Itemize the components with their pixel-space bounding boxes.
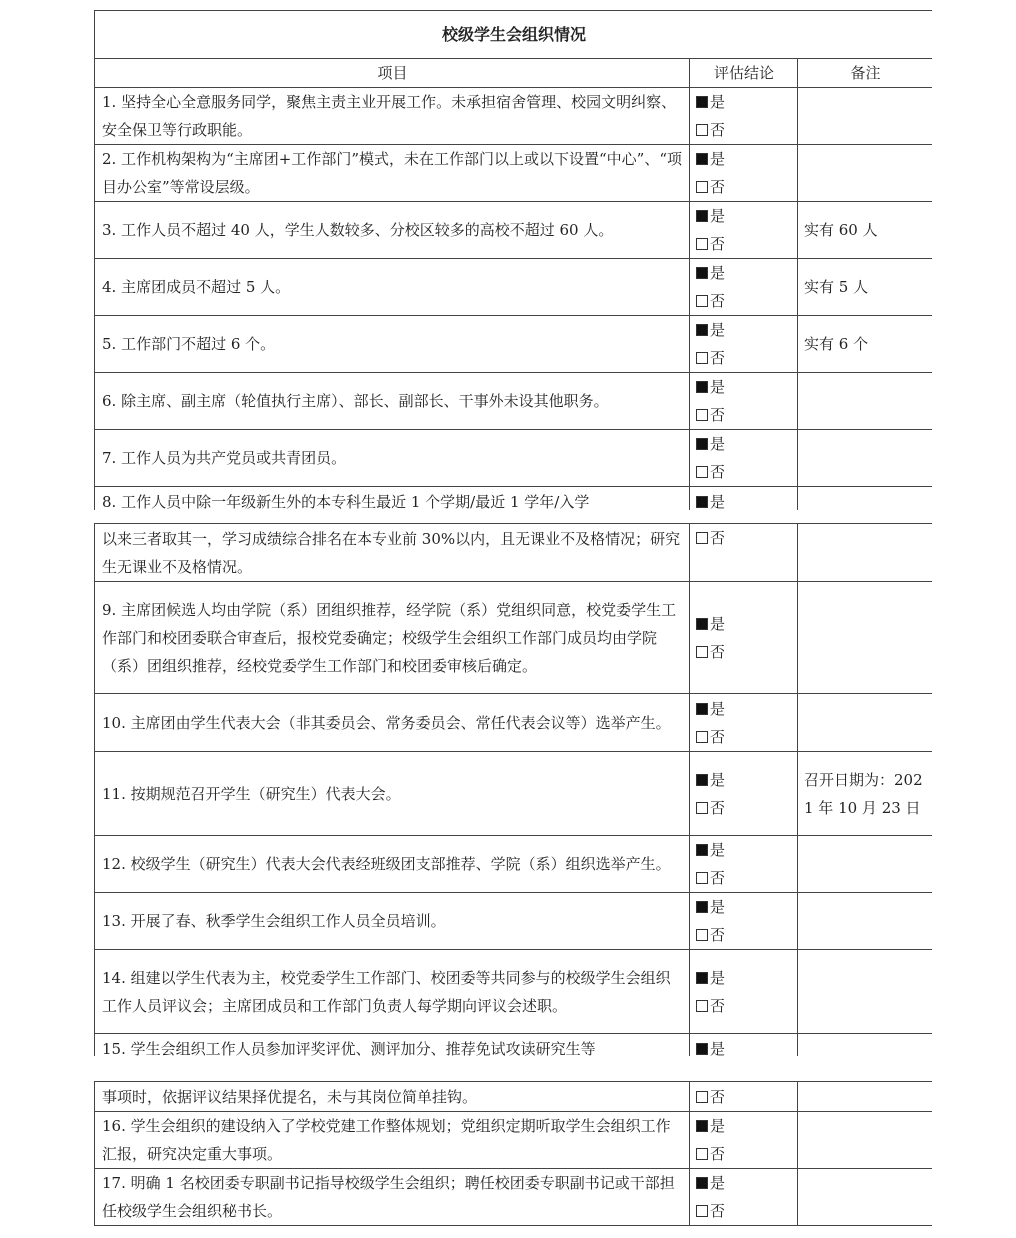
note-cell: 实有 5 人 (798, 259, 933, 316)
header-conclusion: 评估结论 (690, 59, 798, 88)
conclusion-cell: 否 (690, 524, 798, 582)
note-cell (798, 1169, 933, 1226)
checkbox-yes[interactable] (696, 267, 708, 279)
assessment-table-part-3 (94, 1081, 932, 1226)
checkbox-no[interactable] (696, 1091, 708, 1103)
row-text: 12. 校级学生（研究生）代表大会代表经班级团支部推荐、学院（系）组织选举产生。 (95, 836, 690, 893)
conclusion-cell: 是 否 (690, 893, 798, 950)
row-text: 11. 按期规范召开学生（研究生）代表大会。 (95, 752, 690, 836)
conclusion-cell: 是 否 (690, 259, 798, 316)
header-note: 备注 (798, 59, 933, 88)
table-row (95, 1034, 933, 1057)
checkbox-no[interactable] (696, 646, 708, 658)
table-row (95, 524, 933, 582)
table-row (95, 1112, 933, 1169)
row-text: 3. 工作人员不超过 40 人，学生人数较多、分校区较多的高校不超过 60 人。 (95, 202, 690, 259)
table-row (95, 88, 933, 145)
conclusion-cell: 是 否 (690, 950, 798, 1034)
page-segment-3 (94, 1081, 932, 1226)
checkbox-no[interactable] (696, 466, 708, 478)
checkbox-no[interactable] (696, 124, 708, 136)
row-text: 15. 学生会组织工作人员参加评奖评优、测评加分、推荐免试攻读研究生等 (95, 1034, 690, 1057)
checkbox-yes[interactable] (696, 618, 708, 630)
conclusion-cell: 是 否 (690, 1112, 798, 1169)
table-row (95, 950, 933, 1034)
row-text: 事项时，依据评议结果择优提名，未与其岗位简单挂钩。 (95, 1082, 690, 1112)
checkbox-yes[interactable] (696, 1043, 708, 1055)
note-cell (798, 524, 933, 582)
checkbox-no[interactable] (696, 802, 708, 814)
note-cell: 实有 60 人 (798, 202, 933, 259)
conclusion-cell: 是 否 (690, 202, 798, 259)
assessment-table-part-1 (94, 10, 932, 510)
row-text: 5. 工作部门不超过 6 个。 (95, 316, 690, 373)
checkbox-yes[interactable] (696, 381, 708, 393)
row-text: 7. 工作人员为共产党员或共青团员。 (95, 430, 690, 487)
note-cell (798, 694, 933, 752)
conclusion-cell: 是 否 (690, 430, 798, 487)
conclusion-cell: 是 否 (690, 145, 798, 202)
page-segment-2 (94, 523, 932, 1056)
checkbox-yes[interactable] (696, 96, 708, 108)
table-row (95, 259, 933, 316)
row-text: 9. 主席团候选人均由学院（系）团组织推荐，经学院（系）党组织同意，校党委学生工作部门和校团委联合审查后，报校党委确定；校级学生会组织工作部门成员均由学院（系）团组织推荐，经校党委学生工作部门和校团委审核后确定。 (95, 582, 690, 694)
table-row (95, 316, 933, 373)
row-text: 10. 主席团由学生代表大会（非其委员会、常务委员会、常任代表会议等）选举产生。 (95, 694, 690, 752)
table-row (95, 145, 933, 202)
conclusion-cell: 是 否 (690, 1169, 798, 1226)
table-row (95, 836, 933, 893)
checkbox-no[interactable] (696, 532, 708, 544)
checkbox-no[interactable] (696, 929, 708, 941)
note-cell: 召开日期为：2021 年 10 月 23 日 (798, 752, 933, 836)
table-row (95, 202, 933, 259)
checkbox-yes[interactable] (696, 496, 708, 508)
note-cell (798, 145, 933, 202)
note-cell (798, 950, 933, 1034)
table-row (95, 373, 933, 430)
note-cell (798, 1112, 933, 1169)
checkbox-no[interactable] (696, 1148, 708, 1160)
checkbox-no[interactable] (696, 731, 708, 743)
row-text: 4. 主席团成员不超过 5 人。 (95, 259, 690, 316)
table-title: 校级学生会组织情况 (95, 11, 933, 59)
row-text: 6. 除主席、副主席（轮值执行主席）、部长、副部长、干事外未设其他职务。 (95, 373, 690, 430)
page-segment-1 (94, 10, 932, 510)
note-cell (798, 1082, 933, 1112)
table-row (95, 893, 933, 950)
checkbox-yes[interactable] (696, 703, 708, 715)
checkbox-yes[interactable] (696, 438, 708, 450)
conclusion-cell: 是 否 (690, 836, 798, 893)
conclusion-cell: 是 否 (690, 373, 798, 430)
conclusion-cell: 是 (690, 1034, 798, 1057)
note-cell (798, 88, 933, 145)
checkbox-no[interactable] (696, 872, 708, 884)
checkbox-yes[interactable] (696, 153, 708, 165)
checkbox-yes[interactable] (696, 210, 708, 222)
conclusion-cell: 是 否 (690, 88, 798, 145)
checkbox-yes[interactable] (696, 1120, 708, 1132)
checkbox-yes[interactable] (696, 324, 708, 336)
checkbox-no[interactable] (696, 409, 708, 421)
header-item: 项目 (95, 59, 690, 88)
note-cell (798, 893, 933, 950)
row-text: 13. 开展了春、秋季学生会组织工作人员全员培训。 (95, 893, 690, 950)
checkbox-yes[interactable] (696, 1177, 708, 1189)
row-text: 14. 组建以学生代表为主，校党委学生工作部门、校团委等共同参与的校级学生会组织工作人员评议会；主席团成员和工作部门负责人每学期向评议会述职。 (95, 950, 690, 1034)
checkbox-yes[interactable] (696, 972, 708, 984)
checkbox-no[interactable] (696, 1205, 708, 1217)
conclusion-cell: 是 否 (690, 752, 798, 836)
row-text: 2. 工作机构架构为“主席团+工作部门”模式，未在工作部门以上或以下设置“中心”、“项目办公室”等常设层级。 (95, 145, 690, 202)
conclusion-cell: 是 (690, 487, 798, 511)
table-row (95, 487, 933, 511)
checkbox-yes[interactable] (696, 844, 708, 856)
table-row (95, 1169, 933, 1226)
checkbox-no[interactable] (696, 238, 708, 250)
note-cell (798, 373, 933, 430)
row-text: 1. 坚持全心全意服务同学，聚焦主责主业开展工作。未承担宿舍管理、校园文明纠察、安全保卫等行政职能。 (95, 88, 690, 145)
checkbox-no[interactable] (696, 1000, 708, 1012)
table-row (95, 582, 933, 694)
row-text: 17. 明确 1 名校团委专职副书记指导校级学生会组织；聘任校团委专职副书记或干部担任校级学生会组织秘书长。 (95, 1169, 690, 1226)
conclusion-cell: 是 否 (690, 582, 798, 694)
note-cell (798, 430, 933, 487)
checkbox-no[interactable] (696, 181, 708, 193)
table-row (95, 694, 933, 752)
conclusion-cell: 否 (690, 1082, 798, 1112)
conclusion-cell: 是 否 (690, 316, 798, 373)
note-cell (798, 487, 933, 511)
table-row (95, 752, 933, 836)
note-cell (798, 1034, 933, 1057)
assessment-table-part-2 (94, 523, 932, 1056)
row-text: 8. 工作人员中除一年级新生外的本专科生最近 1 个学期/最近 1 学年/入学 (95, 487, 690, 511)
table-row (95, 430, 933, 487)
checkbox-no[interactable] (696, 295, 708, 307)
checkbox-no[interactable] (696, 352, 708, 364)
row-text: 16. 学生会组织的建设纳入了学校党建工作整体规划；党组织定期听取学生会组织工作汇报，研究决定重大事项。 (95, 1112, 690, 1169)
checkbox-yes[interactable] (696, 901, 708, 913)
checkbox-yes[interactable] (696, 774, 708, 786)
row-text: 以来三者取其一，学习成绩综合排名在本专业前 30%以内，且无课业不及格情况；研究生无课业不及格情况。 (95, 524, 690, 582)
note-cell: 实有 6 个 (798, 316, 933, 373)
note-cell (798, 836, 933, 893)
conclusion-cell: 是 否 (690, 694, 798, 752)
note-cell (798, 582, 933, 694)
table-row (95, 1082, 933, 1112)
